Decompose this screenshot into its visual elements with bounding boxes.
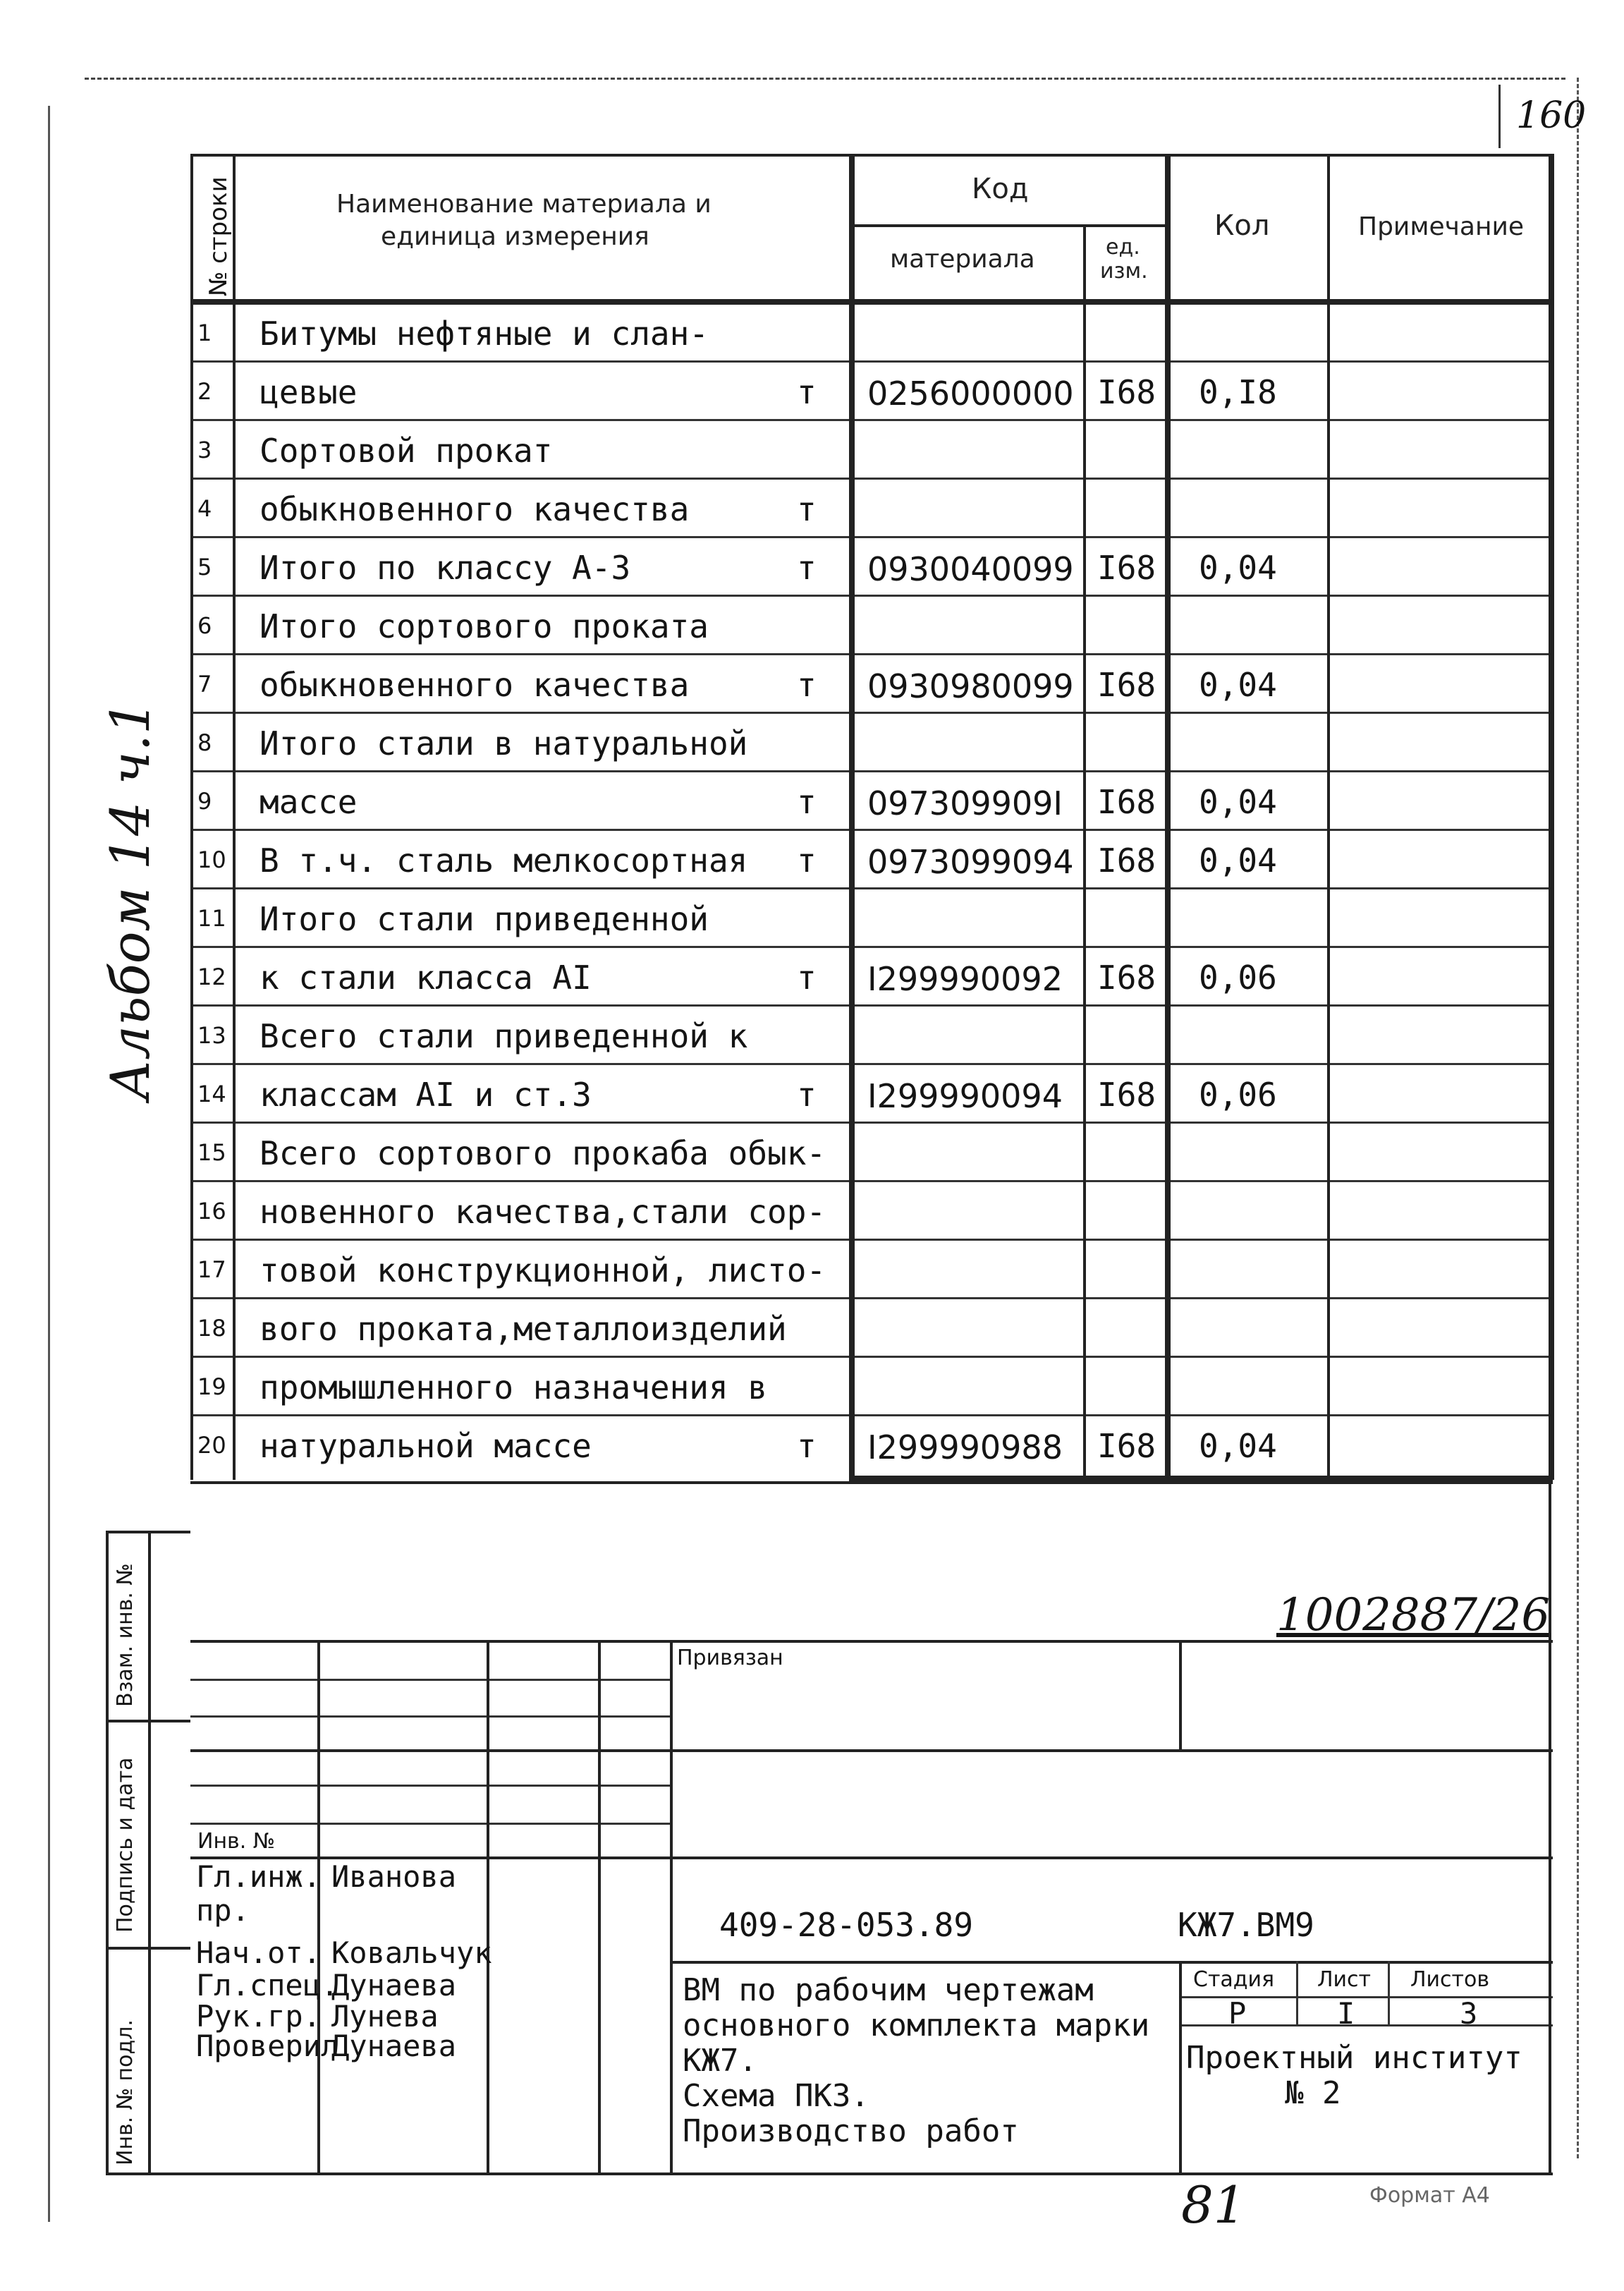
row-number: 5 xyxy=(197,554,212,581)
row-separator xyxy=(190,1122,1551,1124)
signer-name: Дунаева xyxy=(331,1968,457,2003)
side-stamp-sep1 xyxy=(106,1720,190,1722)
row-material-name: обыкновенного качества xyxy=(260,666,690,704)
row-separator xyxy=(190,770,1551,772)
tb-sheet-label: Лист xyxy=(1317,1967,1372,1992)
row-separator xyxy=(190,419,1551,421)
side-stamp-mid xyxy=(148,1531,151,2172)
tb-line-1 xyxy=(190,1640,1553,1643)
signer-role: Гл.спец. xyxy=(196,1968,339,2003)
row-unit-code: I68 xyxy=(1097,1076,1156,1114)
tb-right xyxy=(1549,1481,1551,2172)
bottom-number: 81 xyxy=(1181,2175,1246,2235)
row-qty: 0,04 xyxy=(1199,1427,1277,1465)
row-material-name: Сортовой прокат xyxy=(260,432,553,470)
row-number: 15 xyxy=(197,1139,226,1166)
signer-name: Лунева xyxy=(331,1999,439,2034)
signer-role: Проверил xyxy=(196,2029,339,2063)
row-material-name: промышленного назначения в xyxy=(260,1368,768,1406)
row-material-name: новенного качества,стали сор- xyxy=(260,1193,826,1231)
side-stamp-top xyxy=(106,1531,190,1533)
row-qty: 0,06 xyxy=(1199,959,1277,997)
row-material-name: вого проката,металлоизделий xyxy=(260,1310,787,1348)
table-bottom-thick xyxy=(849,1476,1553,1481)
row-number: 19 xyxy=(197,1373,226,1400)
row-separator xyxy=(190,1180,1551,1182)
row-number: 12 xyxy=(197,964,226,990)
row-unit-code: I68 xyxy=(1097,841,1156,880)
tb-line-4 xyxy=(190,1749,1553,1752)
row-separator xyxy=(190,829,1551,831)
page-number-frame xyxy=(1498,85,1501,148)
row-separator xyxy=(190,478,1551,480)
row-unit-code: I68 xyxy=(1097,959,1156,997)
tb-mark: КЖ7.ВМ9 xyxy=(1178,1906,1314,1944)
row-separator xyxy=(190,1356,1551,1358)
doc-registration: 1002887/26 xyxy=(1276,1589,1551,1641)
row-number: 7 xyxy=(197,671,212,698)
row-unit-code: I68 xyxy=(1097,783,1156,821)
row-separator xyxy=(190,536,1551,538)
table-top-line xyxy=(190,154,1553,157)
side-stamp-sep2 xyxy=(106,1947,190,1950)
tb-col-2 xyxy=(487,1640,489,2172)
row-number: 2 xyxy=(197,378,212,405)
row-unit: т xyxy=(797,841,817,880)
signer-role: пр. xyxy=(196,1893,250,1928)
row-number: 20 xyxy=(197,1432,226,1459)
header-name-line1: Наименование материала и xyxy=(336,190,712,219)
row-material-code: I299990988 xyxy=(867,1428,1063,1466)
col-line-qty xyxy=(1165,154,1171,1480)
tb-col-1 xyxy=(317,1640,320,2172)
album-note: Альбом 14 ч.1 xyxy=(99,700,161,1100)
row-material-name: классам AI и ст.3 xyxy=(260,1076,592,1114)
row-unit: т xyxy=(797,549,817,587)
row-number: 8 xyxy=(197,729,212,756)
header-note: Примечание xyxy=(1358,212,1525,241)
row-number: 18 xyxy=(197,1315,226,1342)
row-separator xyxy=(190,946,1551,948)
row-separator xyxy=(190,712,1551,714)
tb-inv-no: Инв. № xyxy=(197,1829,276,1854)
row-number: 10 xyxy=(197,846,226,873)
header-row-no: № строки xyxy=(204,176,233,296)
row-material-name: Всего стали приведенной к xyxy=(260,1017,748,1055)
tb-sheets-label: Листов xyxy=(1410,1967,1490,1992)
row-separator xyxy=(190,1004,1551,1007)
signer-name: Дунаева xyxy=(331,2029,457,2063)
signer-name: Ковальчук xyxy=(331,1936,492,1970)
row-separator xyxy=(190,653,1551,655)
row-material-name: натуральной массе xyxy=(260,1427,592,1465)
format-note: Формат А4 xyxy=(1369,2183,1490,2208)
row-qty: 0,04 xyxy=(1199,549,1277,587)
tb-privyazan: Привязан xyxy=(677,1646,783,1670)
row-material-name: цевые xyxy=(260,373,358,411)
row-material-code: I299990094 xyxy=(867,1077,1063,1115)
row-separator xyxy=(190,1063,1551,1065)
row-number: 6 xyxy=(197,612,212,639)
row-material-name: Итого стали приведенной xyxy=(260,900,709,938)
col-line-right xyxy=(1549,154,1554,1480)
tb-col-6 xyxy=(1179,1961,1182,2172)
row-number: 9 xyxy=(197,788,212,815)
tb-col-5 xyxy=(1179,1640,1182,1749)
row-material-name: Итого сортового проката xyxy=(260,607,709,645)
row-unit-code: I68 xyxy=(1097,549,1156,587)
row-qty: 0,06 xyxy=(1199,1076,1277,1114)
row-qty: 0,I8 xyxy=(1199,373,1277,411)
side-stamp-inv-podl: Инв. № подл. xyxy=(113,2019,138,2165)
tb-description-line: ВМ по рабочим чертежам xyxy=(683,1972,1094,2008)
row-unit-code: I68 xyxy=(1097,666,1156,704)
row-material-name: к стали класса AI xyxy=(260,959,592,997)
right-border xyxy=(1577,78,1579,2158)
row-qty: 0,04 xyxy=(1199,841,1277,880)
signer-role: Рук.гр. xyxy=(196,1999,322,2034)
side-stamp-vzam: Взам. инв. № xyxy=(113,1563,138,1707)
row-material-code: I299990092 xyxy=(867,960,1063,998)
row-separator xyxy=(190,360,1551,363)
row-number: 16 xyxy=(197,1198,226,1224)
row-number: 4 xyxy=(197,495,212,522)
tb-line-8 xyxy=(670,1961,1553,1964)
col-line-rowno xyxy=(233,154,236,1480)
row-number: 3 xyxy=(197,437,212,463)
row-qty: 0,04 xyxy=(1199,666,1277,704)
col-line-code xyxy=(849,154,855,1480)
row-unit: т xyxy=(797,666,817,704)
tb-col-4 xyxy=(670,1640,673,2172)
signer-name: Иванова xyxy=(331,1859,457,1894)
tb-top xyxy=(190,1481,1553,1484)
tb-organization-1: Проектный институт xyxy=(1186,2040,1522,2076)
row-separator xyxy=(190,887,1551,889)
row-material-name: обыкновенного качества xyxy=(260,490,690,528)
row-separator xyxy=(190,1239,1551,1241)
header-bottom-line xyxy=(190,299,1553,305)
row-unit-code: I68 xyxy=(1097,373,1156,411)
tb-organization-2: № 2 xyxy=(1285,2075,1341,2111)
row-qty: 0,04 xyxy=(1199,783,1277,821)
row-material-code: 0930040099 xyxy=(867,550,1074,588)
row-number: 13 xyxy=(197,1022,226,1049)
tb-col-7 xyxy=(1296,1961,1298,2024)
header-unit-code-2: изм. xyxy=(1100,259,1148,284)
signer-role: Нач.от. xyxy=(196,1936,322,1970)
side-stamp-left xyxy=(106,1531,109,2172)
left-border xyxy=(48,106,50,2222)
row-number: 1 xyxy=(197,320,212,346)
row-unit: т xyxy=(797,959,817,997)
tb-stage-label: Стадия xyxy=(1193,1967,1275,1992)
tb-doc-code: 409-28-053.89 xyxy=(719,1906,974,1944)
row-material-name: Битумы нефтяные и слан- xyxy=(260,315,709,353)
col-line-note xyxy=(1327,154,1330,1480)
row-material-name: Всего сортового прокаба обык- xyxy=(260,1134,826,1172)
header-qty: Кол xyxy=(1214,209,1270,242)
row-material-code: 097309909I xyxy=(867,784,1063,822)
row-material-name: массе xyxy=(260,783,358,821)
tb-sheets: 3 xyxy=(1460,1996,1478,2031)
top-border xyxy=(85,78,1565,80)
row-material-name: Итого по классу А-3 xyxy=(260,549,631,587)
col-line-ucode xyxy=(1083,224,1086,1480)
row-number: 17 xyxy=(197,1256,226,1283)
header-material-code: материала xyxy=(890,245,1035,274)
code-sub-line xyxy=(852,224,1168,227)
header-unit-code-1: ед. xyxy=(1106,235,1140,260)
row-unit: т xyxy=(797,783,817,821)
row-separator xyxy=(190,1414,1551,1416)
row-separator xyxy=(190,595,1551,597)
tb-description-line: основного комплекта марки xyxy=(683,2007,1150,2043)
row-unit: т xyxy=(797,1076,817,1114)
signer-role: Гл.инж. xyxy=(196,1859,322,1894)
tb-bottom xyxy=(106,2172,1553,2175)
row-material-code: 0256000000 xyxy=(867,375,1074,413)
tb-col-3 xyxy=(598,1640,601,2172)
row-unit: т xyxy=(797,1427,817,1465)
header-code: Код xyxy=(972,173,1029,205)
row-material-name: Итого стали в натуральной xyxy=(260,724,748,762)
tb-description-line: Схема ПКЗ. xyxy=(683,2078,869,2114)
tb-col-8 xyxy=(1388,1961,1390,2024)
row-separator xyxy=(190,1297,1551,1299)
tb-description-line: КЖ7. xyxy=(683,2043,757,2079)
row-unit: т xyxy=(797,373,817,411)
row-unit-code: I68 xyxy=(1097,1427,1156,1465)
header-name-line2: единица измерения xyxy=(381,222,649,251)
row-material-code: 0930980099 xyxy=(867,667,1074,705)
row-unit: т xyxy=(797,490,817,528)
row-material-name: В т.ч. сталь мелкосортная xyxy=(260,841,748,880)
tb-stage: Р xyxy=(1228,1996,1247,2031)
row-number: 14 xyxy=(197,1081,226,1107)
col-line-left xyxy=(190,154,193,1480)
tb-sheet: I xyxy=(1337,1996,1355,2031)
page-number: 160 xyxy=(1516,95,1587,137)
row-material-name: товой конструкционной, листо- xyxy=(260,1251,826,1289)
row-material-code: 0973099094 xyxy=(867,843,1074,881)
row-number: 11 xyxy=(197,905,226,932)
side-stamp-podpis: Подпись и дата xyxy=(113,1757,138,1933)
tb-description-line: Производство работ xyxy=(683,2113,1019,2149)
